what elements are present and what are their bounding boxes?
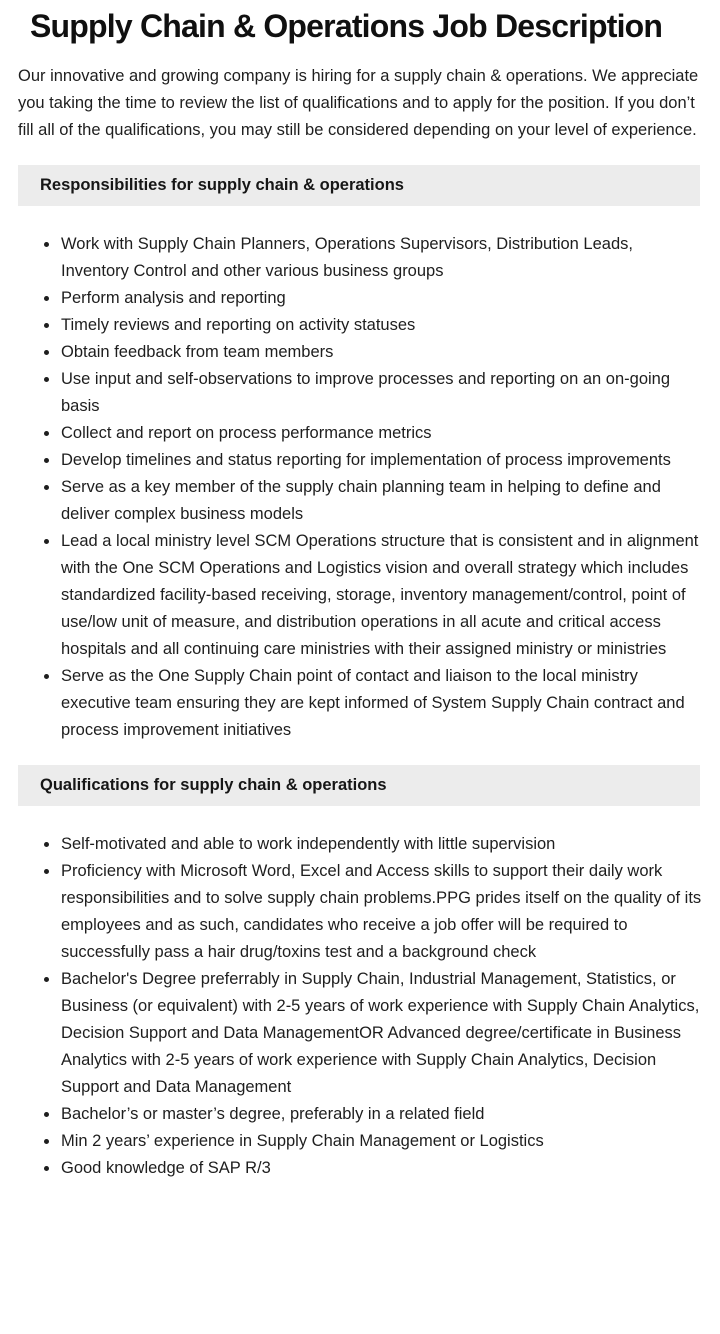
responsibilities-section-heading (18, 165, 700, 206)
list-item: • Serve as a key member of the supply chain planning team in helping to define and deliver complex business models (60, 474, 702, 528)
list-item: • Min 2 years’ experience in Supply Chain Management or Logistics (60, 1128, 702, 1155)
list-item: • Good knowledge of SAP R/3 (60, 1155, 702, 1182)
list-item: • Develop timelines and status reporting for implementation of process improvements (60, 447, 702, 474)
list-item: • Lead a local ministry level SCM Operations structure that is consistent and in alignment with the One SCM Operations and Logistics vision and overall strategy which includes standardized facility-based receiving, storage, inventory management/control, point of use/low unit of measure, and distribution operations in all acute and critical access hospitals and all continuing care ministries with their assigned ministry or ministries (60, 528, 702, 663)
list-item: • Proficiency with Microsoft Word, Excel and Access skills to support their daily work responsibilities and to solve supply chain problems.PPG prides itself on the quality of its employees and as such, candidates who receive a job offer will be required to successfully pass a hair drug/toxins test and a background check (60, 858, 702, 966)
page-title: Supply Chain & Operations Job Description (30, 8, 663, 44)
intro-paragraph: Our innovative and growing company is hiring for a supply chain & operations. We appreciate you taking the time to review the list of qualifications and to apply for the position. If you don’t fill all of the qualifications, you may still be considered depending on your level of experience. (18, 66, 699, 139)
list-item: • Collect and report on process performance metrics (60, 420, 702, 447)
list-item: • Use input and self-observations to improve processes and reporting on an on-going basis (60, 366, 702, 420)
list-item: • Serve as the One Supply Chain point of contact and liaison to the local ministry executive team ensuring they are kept informed of System Supply Chain contract and process improvement initiatives (60, 663, 702, 744)
list-item: • Perform analysis and reporting (60, 285, 702, 312)
list-item: • Timely reviews and reporting on activity statuses (60, 312, 702, 339)
responsibilities-heading-label: Responsibilities for supply chain & operations (40, 175, 404, 194)
list-item: • Obtain feedback from team members (60, 339, 702, 366)
list-item: • Self-motivated and able to work independently with little supervision (60, 831, 702, 858)
qualifications-section-heading (18, 765, 700, 806)
job-description-document (0, 8, 720, 1182)
list-item: • Work with Supply Chain Planners, Operations Supervisors, Distribution Leads, Inventory Control and other various business groups (60, 231, 702, 285)
list-item: • Bachelor's Degree preferrably in Supply Chain, Industrial Management, Statistics, or Business (or equivalent) with 2-5 years of work experience with Supply Chain Analytics, Decision Support and Data ManagementOR Advanced degree/certificate in Business Analytics with 2-5 years of work experience with Supply Chain Analytics, Decision Support and Data Management (60, 966, 702, 1101)
list-item: • Bachelor’s or master’s degree, preferably in a related field (60, 1101, 702, 1128)
qualifications-list (18, 831, 702, 1182)
responsibilities-list (18, 231, 702, 744)
qualifications-heading-label: Qualifications for supply chain & operations (40, 775, 387, 794)
